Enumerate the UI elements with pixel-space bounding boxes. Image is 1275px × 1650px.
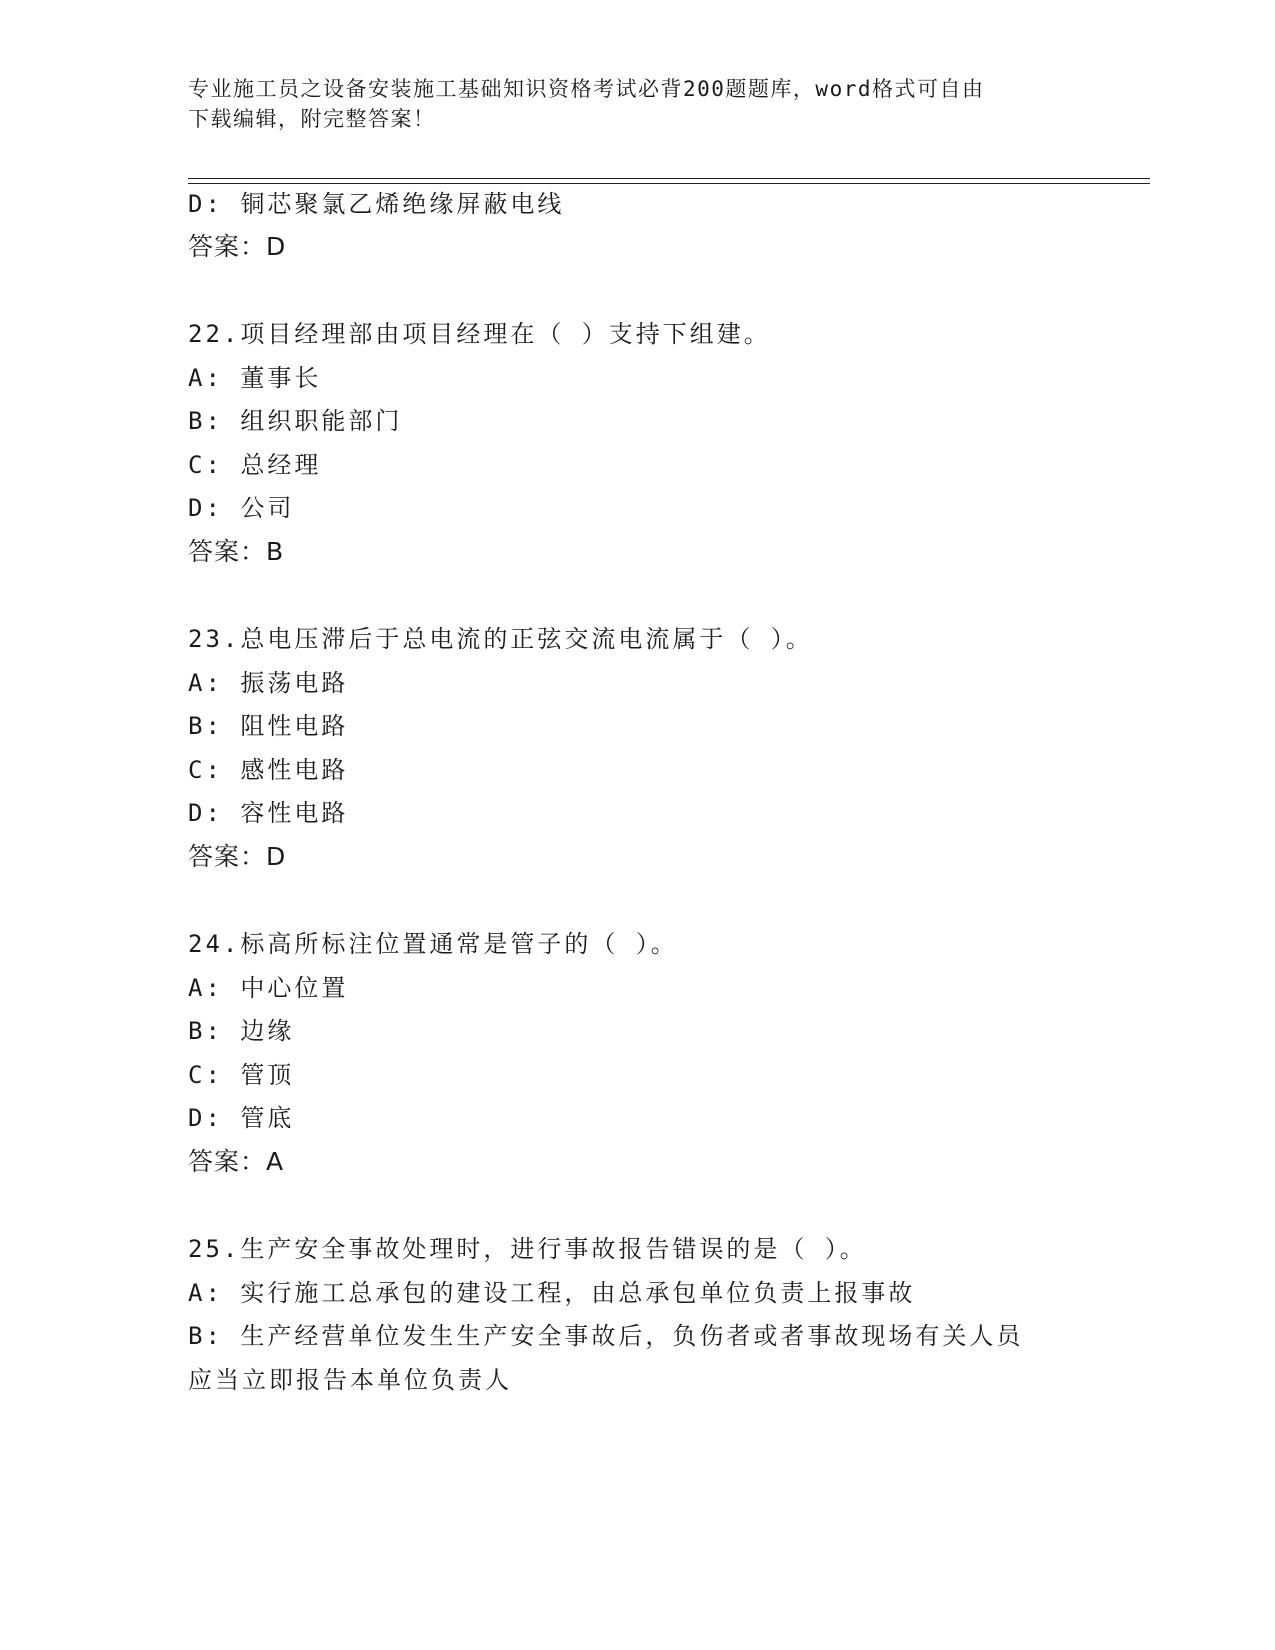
q23-option-c: C: 感性电路: [188, 756, 349, 784]
header-divider-top: [188, 178, 1150, 179]
q22-answer: 答案：B: [188, 537, 285, 566]
q22-option-d: D: 公司: [188, 494, 295, 522]
q23-option-d: D: 容性电路: [188, 799, 349, 827]
q23-option-b: B: 阻性电路: [188, 712, 349, 740]
q24-option-a: A: 中心位置: [188, 974, 349, 1002]
document-header: [188, 74, 1068, 134]
q24-option-c: C: 管顶: [188, 1061, 295, 1089]
q23-option-a: A: 振荡电路: [188, 669, 349, 697]
header-line-2: 下载编辑，附完整答案！: [188, 107, 436, 131]
q25-option-b-line-2: 应当立即报告本单位负责人: [188, 1366, 512, 1394]
q24-question: 24.标高所标注位置通常是管子的（ ）。: [188, 930, 678, 958]
q22-option-b: B: 组织职能部门: [188, 407, 403, 435]
q23-question: 23.总电压滞后于总电流的正弦交流电流属于（ ）。: [188, 625, 813, 653]
q24-option-b: B: 边缘: [188, 1017, 295, 1045]
q22-question: 22.项目经理部由项目经理在（ ）支持下组建。: [188, 320, 771, 348]
q24-answer: 答案：A: [188, 1147, 285, 1176]
q24-option-d: D: 管底: [188, 1104, 295, 1132]
q25-option-a: A: 实行施工总承包的建设工程，由总承包单位负责上报事故: [188, 1279, 916, 1307]
header-line-1: 专业施工员之设备安装施工基础知识资格考试必背200题题库，word格式可自由: [188, 77, 985, 101]
header-divider-bottom: [188, 183, 1150, 184]
q22-option-a: A: 董事长: [188, 364, 322, 392]
q21-option-d: D: 铜芯聚氯乙烯绝缘屏蔽电线: [188, 190, 565, 218]
q23-answer: 答案：D: [188, 842, 287, 871]
q21-answer: 答案：D: [188, 232, 287, 261]
q22-option-c: C: 总经理: [188, 451, 322, 479]
q25-option-b-line-1: B: 生产经营单位发生生产安全事故后，负伤者或者事故现场有关人员: [188, 1322, 1024, 1350]
q25-question: 25.生产安全事故处理时，进行事故报告错误的是（ ）。: [188, 1235, 867, 1263]
